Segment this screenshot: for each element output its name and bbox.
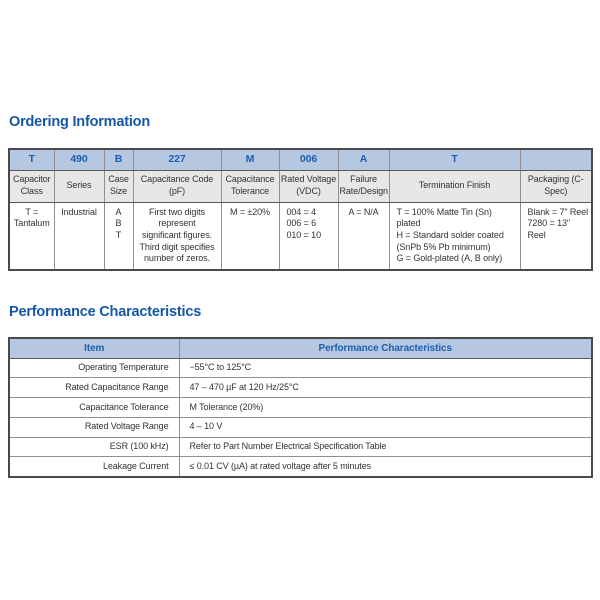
header-series: Series [54, 170, 104, 202]
row-item-label: Leakage Current [9, 457, 179, 477]
performance-row-capacitance-tolerance [9, 398, 592, 418]
header-termination-finish: Termination Finish [389, 170, 520, 202]
detail-termination-finish: T = 100% Matte Tin (Sn) plated H = Standard solder coated (SnPb 5% Pb minimum) G = Gold-plated (A, B only) [389, 202, 520, 270]
ordering-information-table [8, 148, 593, 271]
row-item-label: ESR (100 kHz) [9, 437, 179, 457]
detail-failure-rate: A = N/A [338, 202, 389, 270]
detail-voltage-codes: 004 = 4 006 = 6 010 = 10 [279, 202, 338, 270]
code-termination: T [389, 149, 520, 170]
row-item-value: 4 – 10 V [179, 417, 592, 437]
header-packaging: Packaging (C-Spec) [520, 170, 592, 202]
performance-row-rated-voltage-range [9, 417, 592, 437]
code-voltage: 006 [279, 149, 338, 170]
code-capacitor-class: T [9, 149, 54, 170]
header-rated-voltage: Rated Voltage (VDC) [279, 170, 338, 202]
header-failure-rate: Failure Rate/Design [338, 170, 389, 202]
detail-case-size: A B T [104, 202, 133, 270]
performance-row-leakage-current [9, 457, 592, 477]
detail-packaging: Blank = 7" Reel 7280 = 13" Reel [520, 202, 592, 270]
row-item-value: 47 – 470 µF at 120 Hz/25°C [179, 378, 592, 398]
performance-characteristics-table [8, 337, 593, 478]
header-capacitor-class: Capacitor Class [9, 170, 54, 202]
detail-tolerance: M = ±20% [221, 202, 279, 270]
code-case-size: B [104, 149, 133, 170]
ordering-header-row [9, 170, 592, 202]
row-item-value: M Tolerance (20%) [179, 398, 592, 418]
code-packaging [520, 149, 592, 170]
performance-characteristics-title: Performance Characteristics [9, 304, 202, 320]
detail-capacitor-class: T = Tantalum [9, 202, 54, 270]
header-capacitance-code: Capacitance Code (pF) [133, 170, 221, 202]
detail-series: Industrial [54, 202, 104, 270]
row-item-label: Rated Capacitance Range [9, 378, 179, 398]
performance-row-operating-temperature [9, 358, 592, 378]
code-capacitance: 227 [133, 149, 221, 170]
code-series: 490 [54, 149, 104, 170]
header-capacitance-tolerance: Capacitance Tolerance [221, 170, 279, 202]
performance-row-esr [9, 437, 592, 457]
performance-header-characteristics: Performance Characteristics [179, 338, 592, 358]
detail-capacitance-code: First two digits represent significant figures. Third digit specifies number of zeros. [133, 202, 221, 270]
row-item-label: Rated Voltage Range [9, 417, 179, 437]
row-item-value: −55°C to 125°C [179, 358, 592, 378]
row-item-label: Operating Temperature [9, 358, 179, 378]
row-item-value: Refer to Part Number Electrical Specification Table [179, 437, 592, 457]
code-tolerance: M [221, 149, 279, 170]
performance-row-rated-capacitance-range [9, 378, 592, 398]
row-item-label: Capacitance Tolerance [9, 398, 179, 418]
ordering-detail-row [9, 202, 592, 270]
ordering-information-title: Ordering Information [9, 114, 151, 130]
code-failure-rate: A [338, 149, 389, 170]
row-item-value: ≤ 0.01 CV (µA) at rated voltage after 5 minutes [179, 457, 592, 477]
performance-header-row [9, 338, 592, 358]
performance-header-item: Item [9, 338, 179, 358]
part-number-code-row [9, 149, 592, 170]
header-case-size: Case Size [104, 170, 133, 202]
